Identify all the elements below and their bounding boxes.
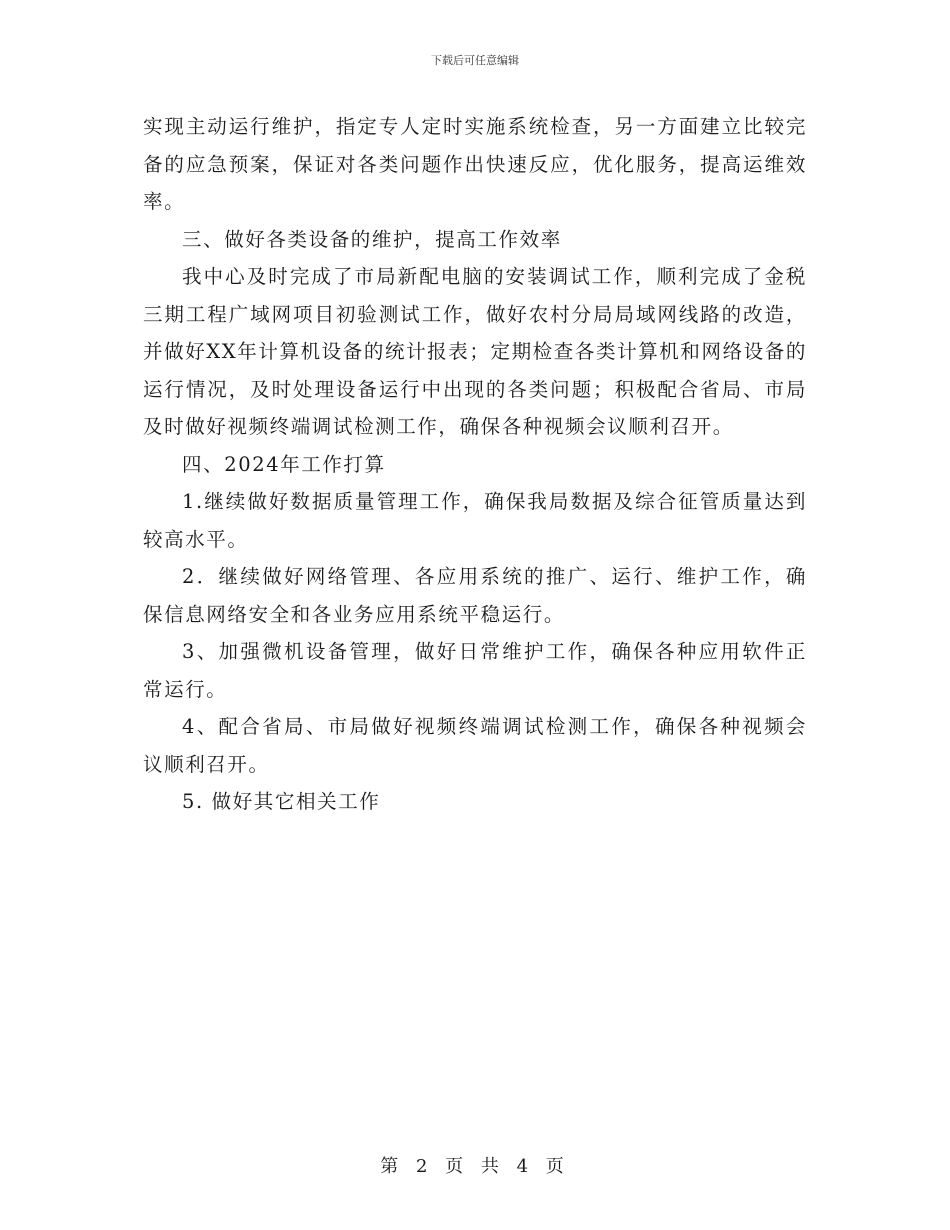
section-heading-4: 四、2024年工作打算	[182, 452, 386, 476]
document-body	[143, 108, 807, 821]
plan-item-4: 4、配合省局、市局做好视频终端调试检测工作，确保各种视频会议顺利召开。	[143, 715, 807, 776]
page-header-note: 下载后可任意编辑	[431, 54, 519, 67]
plan-item-2: 2．继续做好网络管理、各应用系统的推广、运行、维护工作，确保信息网络安全和各业务应用系统平稳运行。	[143, 565, 807, 626]
plan-item-1: 1.继续做好数据质量管理工作，确保我局数据及综合征管质量达到较高水平。	[143, 490, 807, 551]
plan-item-3: 3、加强微机设备管理，做好日常维护工作，确保各种应用软件正常运行。	[143, 640, 807, 701]
paragraph-continuation: 实现主动运行维护，指定专人定时实施系统检查，另一方面建立比较完备的应急预案，保证对各类问题作出快速反应，优化服务，提高运维效率。	[143, 115, 807, 213]
section-heading-3: 三、做好各类设备的维护，提高工作效率	[182, 227, 562, 251]
plan-item-5: 5. 做好其它相关工作	[182, 790, 381, 813]
paragraph-equipment: 我中心及时完成了市局新配电脑的安装调试工作，顺利完成了金税三期工程广域网项目初验测试工作，做好农村分局局域网线路的改造，并做好XX年计算机设备的统计报表；定期检查各类计算机和网络设备的运行情况，及时处理设备运行中出现的各类问题；积极配合省局、市局及时做好视频终端调试检测工作，确保各种视频会议顺利召开。	[143, 265, 807, 438]
page-number-footer: 第 2 页 共 4 页	[380, 1156, 570, 1177]
